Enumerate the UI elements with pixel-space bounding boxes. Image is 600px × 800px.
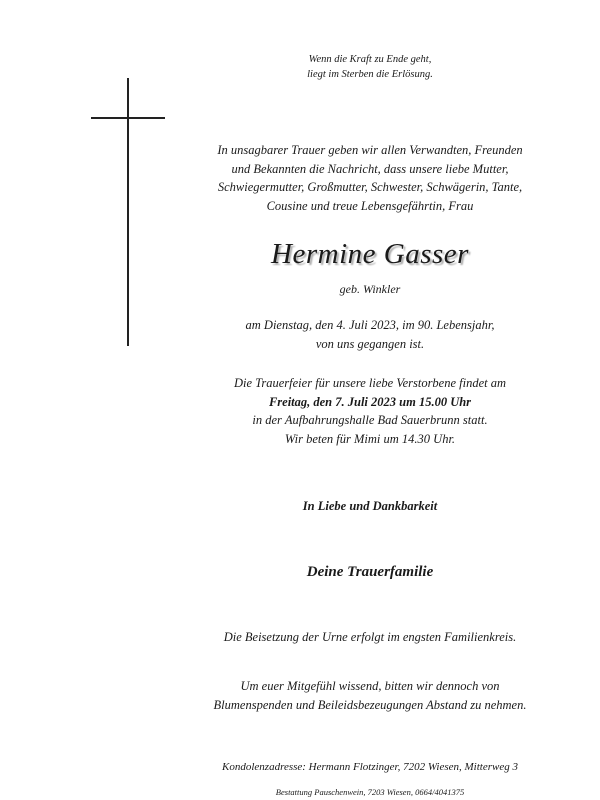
intro-line: Schwiegermutter, Großmutter, Schwester, Schwägerin, Tante, <box>217 180 523 195</box>
family-signature: Deine Trauerfamilie <box>306 564 434 580</box>
closing-text: In Liebe und Dankbarkeit <box>302 499 438 513</box>
flowers-line: Blumenspenden und Beileidsbezeugungen Abstand zu nehmen. <box>213 697 527 712</box>
maiden-name: geb. Winkler <box>339 282 401 296</box>
death-notice-line: von uns gegangen ist. <box>315 336 425 351</box>
condolence-address: Kondolenzadresse: Hermann Flotzinger, 7202 Wiesen, Mitterweg 3 <box>222 761 518 773</box>
death-notice-line: am Dienstag, den 4. Juli 2023, im 90. Lebensjahr, <box>245 318 495 332</box>
intro-line: Cousine und treue Lebensgefährtin, Frau <box>266 199 474 214</box>
intro-text <box>0 141 600 216</box>
motto-line: liegt im Sterben die Erlösung. <box>307 69 433 80</box>
service-line: Wir beten für Mimi um 14.30 Uhr. <box>284 432 456 447</box>
undertaker-contact: Bestattung Pauschenwein, 7203 Wiesen, 0664/4041375 <box>275 787 465 797</box>
funeral-service <box>0 374 600 449</box>
motto-line: Wenn die Kraft zu Ende geht, <box>308 54 432 65</box>
flowers-notice <box>0 677 600 714</box>
service-line: Die Trauerfeier für unsere liebe Verstorbene findet am <box>233 376 507 390</box>
urn-notice: Die Beisetzung der Urne erfolgt im engsten Familienkreis. <box>223 630 517 644</box>
cross-icon-horizontal <box>91 117 165 119</box>
intro-line: und Bekannten die Nachricht, dass unsere liebe Mutter, <box>231 161 509 176</box>
service-line: in der Aufbahrungshalle Bad Sauerbrunn statt. <box>252 413 488 428</box>
death-notice <box>0 316 600 353</box>
flowers-line: Um euer Mitgefühl wissend, bitten wir dennoch von <box>240 679 500 693</box>
service-date-time: Freitag, den 7. Juli 2023 um 15.00 Uhr <box>268 394 472 409</box>
deceased-name: Hermine Gasser <box>271 238 469 270</box>
motto <box>0 52 600 82</box>
intro-line: In unsagbarer Trauer geben wir allen Verwandten, Freunden <box>217 143 523 157</box>
